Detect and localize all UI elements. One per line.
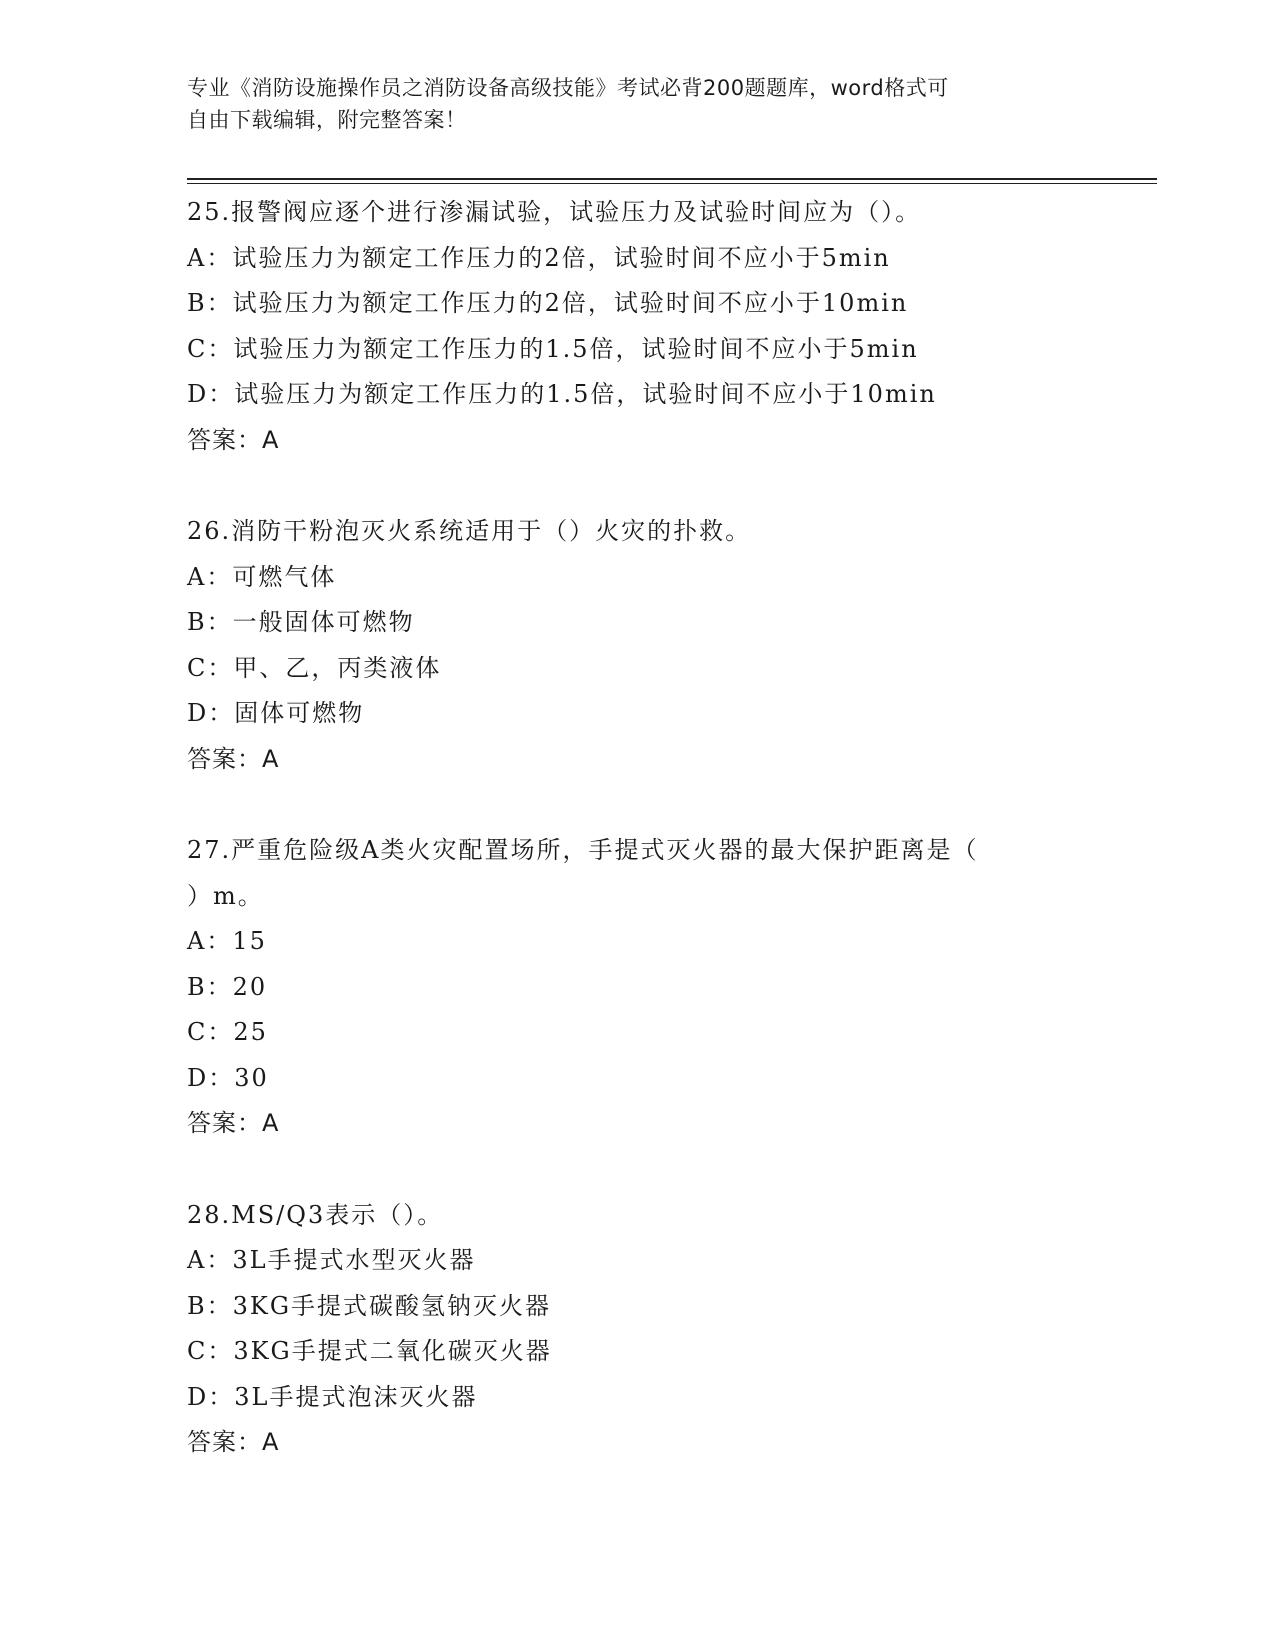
option-b: B：3KG手提式碳酸氢钠灭火器 [187,1291,552,1320]
option-a: A：可燃气体 [187,562,337,591]
option-c: C：3KG手提式二氧化碳灭火器 [187,1337,552,1365]
option-b: B：一般固体可燃物 [187,608,415,636]
document-header [187,72,1087,136]
option-d: D：固体可燃物 [187,699,365,727]
header-rule-thick [187,178,1157,180]
option-c: C：25 [187,1018,268,1046]
option-a: A：15 [187,927,267,955]
option-c: C：试验压力为额定工作压力的1.5倍，试验时间不应小于5min [187,334,919,363]
question-28 [187,1193,1087,1466]
answer: 答案：A [187,425,280,454]
header-line-2: 自由下载编辑，附完整答案！ [187,108,467,132]
question-text: 27.严重危险级A类火灾配置场所，手提式灭火器的最大保护距离是（ [187,836,979,864]
option-c: C：甲、乙，丙类液体 [187,653,442,682]
option-a: A：试验压力为额定工作压力的2倍，试验时间不应小于5min [187,243,891,272]
header-rule-thin [187,183,1157,184]
option-a: A：3L手提式水型灭火器 [187,1246,476,1274]
question-25 [187,190,1087,463]
option-d: D：3L手提式泡沫灭火器 [187,1382,478,1411]
question-list [187,190,1087,1512]
question-text: 28.MS/Q3表示（）。 [187,1200,444,1229]
answer: 答案：A [187,1428,280,1456]
answer: 答案：A [187,1109,280,1137]
answer: 答案：A [187,744,280,773]
header-line-1: 专业《消防设施操作员之消防设备高级技能》考试必背200题题库，word格式可 [187,76,949,100]
option-d: D：试验压力为额定工作压力的1.5倍，试验时间不应小于10min [187,380,937,408]
option-b: B：20 [187,972,268,1001]
question-27 [187,828,1087,1147]
question-text: 26.消防干粉泡灭火系统适用于（）火灾的扑救。 [187,517,752,545]
option-b: B：试验压力为额定工作压力的2倍，试验时间不应小于10min [187,289,909,317]
question-text: 25.报警阀应逐个进行渗漏试验，试验压力及试验时间应为（）。 [187,198,922,226]
question-26 [187,509,1087,782]
option-d: D：30 [187,1063,269,1092]
question-text-continued: ）m。 [187,881,264,910]
